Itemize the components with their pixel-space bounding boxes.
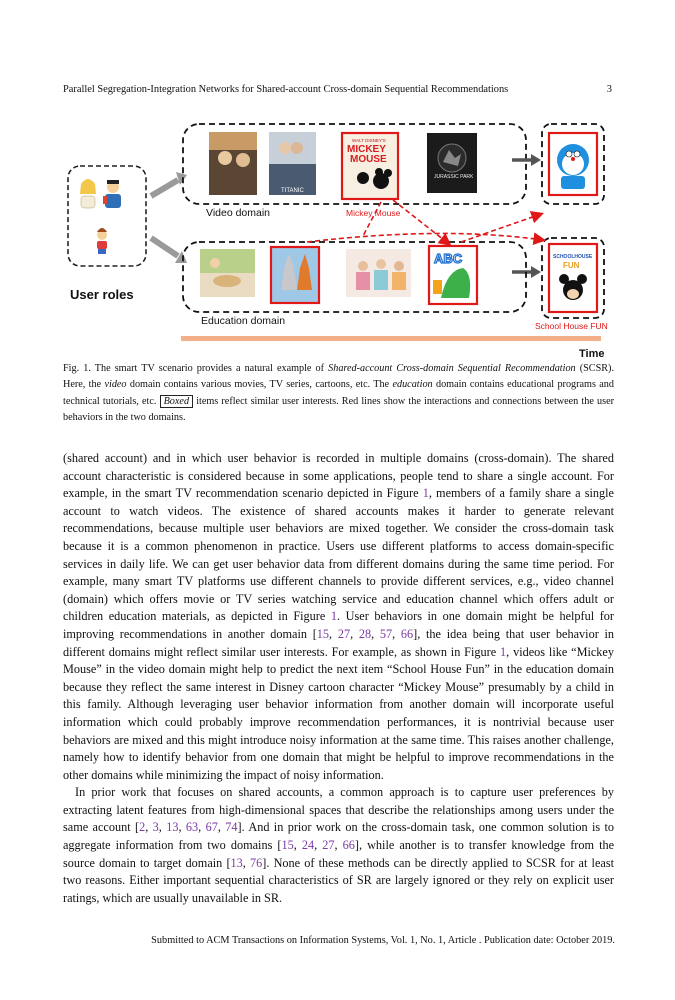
- caption-italic-3: education: [392, 379, 433, 391]
- figure-ref[interactable]: 1: [500, 644, 507, 659]
- abc-text: ABC: [434, 251, 463, 266]
- education-poster-zootopia: [271, 247, 319, 303]
- arrow-to-education: [151, 238, 178, 256]
- citation-ref[interactable]: 66: [400, 626, 414, 641]
- father-icon: [103, 180, 121, 208]
- arrow-to-video: [151, 180, 178, 196]
- p2-text-2: ]. And in prior work on the cross-domain task, one common solution is to aggregate information from two domains [: [63, 820, 615, 853]
- next-arrow-video-head: [531, 154, 541, 166]
- caption-text-4: domain contains educational programs and technical tutorials, etc.: [63, 379, 614, 407]
- p2-text-4: ]. None of these methods can be directly applied to SCSR for at least two reasons. Either important sequential characteristics of SR are largely ignored or they rely on explicit user ratings, which are usually unavailable in SR.: [63, 855, 615, 905]
- p2-text-3: ], while another is to transfer knowledge from the source domain to target domain [: [63, 838, 615, 870]
- citation-ref[interactable]: 2: [139, 820, 146, 835]
- figure-caption: [63, 361, 614, 426]
- education-poster-1: [200, 249, 255, 297]
- education-poster-abc: [429, 246, 477, 304]
- citation-ref[interactable]: 67: [205, 820, 218, 835]
- citation-ref[interactable]: 13: [230, 855, 243, 870]
- video-poster-mickey: [342, 133, 398, 199]
- citation-ref[interactable]: 76: [250, 855, 263, 870]
- mickey-poster-title2: MOUSE: [350, 154, 387, 165]
- target-education-poster: [549, 244, 597, 312]
- titanic-text: TITANIC: [281, 188, 304, 194]
- p1-text-3: . User behaviors in one domain might be helpful for improving recommendations in another domain [: [63, 609, 615, 641]
- figure-ref[interactable]: 1: [330, 609, 338, 624]
- body-text: [63, 450, 614, 907]
- school-house-label: School House FUN: [535, 321, 608, 331]
- citation-ref[interactable]: 15: [316, 626, 330, 641]
- caption-text-2: (SCSR). Here, the: [63, 363, 614, 391]
- caption-boxed: Boxed: [160, 395, 193, 408]
- video-poster-jurassic: [427, 133, 477, 193]
- jurassic-text: JURASSIC PARK: [434, 174, 474, 180]
- running-title: Parallel Segregation-Integration Networks for Shared-account Cross-domain Sequential Recommendations: [63, 84, 509, 95]
- school-poster-text1: SCHOOLHOUSE: [553, 254, 593, 260]
- mickey-poster-title1: MICKEY: [347, 144, 386, 155]
- education-domain-label: Education domain: [201, 315, 286, 327]
- citation-ref[interactable]: 63: [185, 820, 199, 835]
- citation-ref[interactable]: 66: [342, 838, 355, 853]
- child-icon: [97, 228, 107, 254]
- citation-ref[interactable]: 24: [301, 838, 315, 853]
- citation-ref[interactable]: 15: [281, 838, 294, 853]
- figure-ref[interactable]: 1: [422, 486, 429, 501]
- red-link-mickey-abc: [393, 200, 449, 244]
- p1-text-1: (shared account) and in which user behavior is recorded in multiple domains (cross-domain). The shared account characteristic is considered because in some applications, people tend to share a single account. For example, in the smart TV recommendation scenario depicted in Figure: [63, 451, 614, 501]
- video-poster-1: [209, 132, 257, 195]
- paragraph-1: (shared account) and in which user behavior is recorded in multiple domains (cross-domain). The shared account characteristic is considered because in some applications, people tend to share a single account. For example, in the smart TV recommendation scenario depicted in Figure 1, members of a family share a single account to watch videos. The existence of shared accounts makes it harder to generate relevant recommendations, because multiple user behaviors are mixed together. We consider the cross-domain task because it is a common phenomenon in practice. Users use different platforms to access domain-specific services in daily life. We can get user behavior data from different domains during the same time period. For example, many smart TV platforms use different channels to provide different services, e.g., video channel (domain) which offers movie or TV series watching service and education channel which offers adult or children education materials, as depicted in Figure 1. User behaviors in one domain might be helpful for improving recommendations in another domain [15, 27, 28, 57, 66], the idea being that user behavior in different domains might reflect similar user interests. For example, as shown in Figure 1, videos like “Mickey Mouse” in the video domain might help to predict the next item “School House Fun” in the education domain because they reflect the same interest in Disney cartoon character “Mickey Mouse” presumably by a child in this family. Although leveraging user behavior information from another domain will incorporate useful information which could probably improve recommendation performances, it is nontrivial because user behaviors are mixed and this might introduce noisy information at the same time. This raises another challenge, namely how to identify behavior from one domain that might be helpful to improve recommendations in the other domains while minimizing the impact of noisy information.: [63, 451, 615, 782]
- target-video-poster: [549, 133, 597, 195]
- caption-text-3: domain contains various movies, TV series, cartoons, etc. The: [126, 379, 393, 391]
- p1-text-2: , members of a family share a single account to watch videos. The existence of shared accounts makes it harder to generate relevant recommendations, because multiple user behaviors are mixed together. We consider the cross-domain task because it is a common phenomenon in practice. Users use different platforms to access domain-specific services in daily life. We can get user behavior data from different domains during the same time period. For example, many smart TV platforms use different channels to provide different services, e.g., video channel (domain) which offers movie or TV series watching service and education channel which offers adult or children education materials, as depicted in Figure: [63, 486, 614, 624]
- page-number: 3: [606, 84, 612, 95]
- school-poster-text2: FUN: [563, 261, 580, 270]
- time-bar: [181, 336, 601, 341]
- caption-text-1: Fig. 1. The smart TV scenario provides a natural example of: [63, 363, 329, 374]
- mother-icon: [80, 179, 96, 208]
- video-poster-titanic: [269, 132, 316, 195]
- figure-1: [63, 118, 612, 358]
- citation-ref[interactable]: 57: [379, 626, 393, 641]
- citation-ref[interactable]: 3: [152, 820, 159, 835]
- time-label: Time: [579, 348, 605, 358]
- mickey-mouse-label: Mickey Mouse: [346, 208, 401, 218]
- caption-italic-2: video: [104, 379, 127, 391]
- p1-text-5: , videos like “Mickey Mouse” in the video domain might help to predict the next item “School House Fun” in the education domain because they reflect the same interest in Disney cartoon character “Mickey Mouse” presumably by a child in this family. Although leveraging user behavior information from another domain will incorporate useful information which could probably improve recommendation performances, it is nontrivial because user behaviors are mixed and this might introduce noisy information at the same time. This raises another challenge, namely how to identify behavior from one domain that might be helpful to improve recommendations in the other domains while minimizing the impact of noisy information.: [63, 644, 614, 782]
- mickey-poster-top: WALT DISNEY'S: [352, 138, 386, 143]
- running-header: [63, 84, 612, 95]
- citation-ref[interactable]: 13: [166, 820, 179, 835]
- education-poster-3: [346, 249, 411, 297]
- citation-ref[interactable]: 74: [225, 820, 238, 835]
- caption-italic-1: Shared-account Cross-domain Sequential Recommendation: [328, 363, 576, 374]
- red-link-zootopia-school: [307, 233, 543, 242]
- user-roles-label: User roles: [70, 287, 134, 302]
- video-domain-label: Video domain: [206, 207, 271, 219]
- p2-text-1: In prior work that focuses on shared accounts, a common approach is to capture user preferences by extracting latent features from high-dimensional spaces that describe the relationships among users under the same account [: [63, 785, 614, 835]
- red-link-abc-doraemon: [461, 214, 541, 242]
- next-arrow-education-head: [531, 266, 541, 278]
- citation-ref[interactable]: 27: [337, 626, 351, 641]
- paragraph-2: In prior work that focuses on shared accounts, a common approach is to capture user preferences by extracting latent features from high-dimensional spaces that describe the relationships among users under the same account [2, 3, 13, 63, 67, 74]. And in prior work on the cross-domain task, one common solution is to aggregate information from two domains [15, 24, 27, 66], while another is to transfer knowledge from the source domain to target domain [13, 76]. None of these methods can be directly applied to SCSR for at least two reasons. Either important sequential characteristics of SR are largely ignored or they rely on explicit user ratings, which are usually unavailable in SR.: [63, 785, 615, 905]
- page-footer: Submitted to ACM Transactions on Information Systems, Vol. 1, No. 1, Article . Publication date: October 2019.: [151, 935, 615, 946]
- caption-text-5: items reflect similar user interests. Red lines show the interactions and connections between the user behaviors in the two domains.: [63, 395, 614, 423]
- p1-text-4: ], the idea being that user behavior in different domains might reflect similar user interests. For example, as shown in Figure: [63, 626, 615, 659]
- citation-ref[interactable]: 28: [358, 626, 372, 641]
- citation-ref[interactable]: 27: [322, 838, 335, 853]
